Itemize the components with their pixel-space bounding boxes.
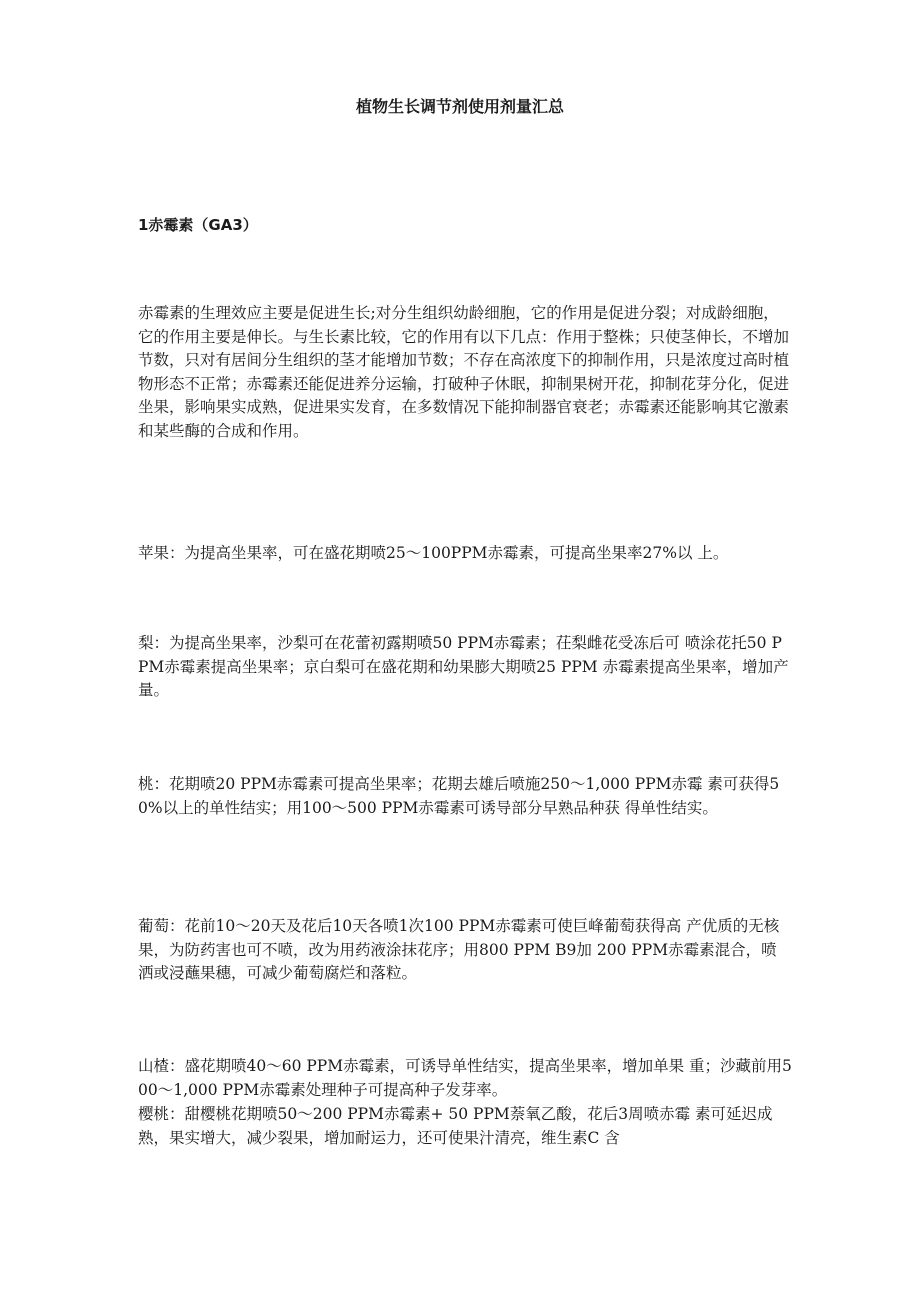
paragraph-grape: 葡萄：花前10〜20天及花后10天各喷1次100 PPM赤霉素可使巨峰葡萄获得高 产优质的无核果，为防药害也可不喷，改为用药液涂抹花序；用800 PPM B9加 200 PPM赤霉素混合，喷洒或浸蘸果穗，可减少葡萄腐烂和落粒。 xyxy=(138,917,780,982)
paragraph-intro: 赤霉素的生理效应主要是促进生长;对分生组织幼龄细胞，它的作用是促进分裂；对成龄细胞，它的作用主要是伸长。与生长素比较，它的作用有以下几点：作用于整株；只使茎伸长，不增加节数，只对有居间分生组织的茎才能增加节数；不存在高浓度下的抑制作用，只是浓度过高时植物形态不正常；赤霉素还能促进养分运输，打破种子休眠，抑制果树开花，抑制花芽分化，促进坐果，影响果实成熟，促进果实发育，在多数情况下能抑制器官衰老；赤霉素还能影响其它激素和某些酶的合成和作用。 xyxy=(138,304,790,440)
paragraph-apple: 苹果：为提高坐果率，可在盛花期喷25〜100PPM赤霉素，可提高坐果率27%以 上。 xyxy=(138,544,729,562)
paragraph-cherry: 樱桃：甜樱桃花期喷50〜200 PPM赤霉素+ 50 PPM萘氧乙酸，花后3周喷赤霉 素可延迟成熟，果实增大，减少裂果，增加耐运力，还可使果汁清亮，维生素C 含 xyxy=(138,1105,773,1147)
paragraph-hawthorn: 山楂：盛花期喷40〜60 PPM赤霉素，可诱导单性结实，提高坐果率，增加单果 重；沙藏前用500〜1,000 PPM赤霉素处理种子可提高种子发芽率。 xyxy=(138,1057,792,1099)
paragraph-pear: 梨：为提高坐果率，沙梨可在花蕾初露期喷50 PPM赤霉素；茌梨雌花受冻后可 喷涂花托50 PPM赤霉素提高坐果率；京白梨可在盛花期和幼果膨大期喷25 PPM 赤霉素提高坐果率，增加产量。 xyxy=(138,634,789,699)
page-title: 植物生长调节剂使用剂量汇总 xyxy=(355,97,564,116)
section-heading-gibberellin: 1赤霉素（GA3） xyxy=(138,216,258,234)
paragraph-peach: 桃：花期喷20 PPM赤霉素可提高坐果率；花期去雄后喷施250〜1,000 PPM赤霉 素可获得50%以上的单性结实；用100〜500 PPM赤霉素可诱导部分早熟品种获 得单性结实。 xyxy=(138,775,780,817)
